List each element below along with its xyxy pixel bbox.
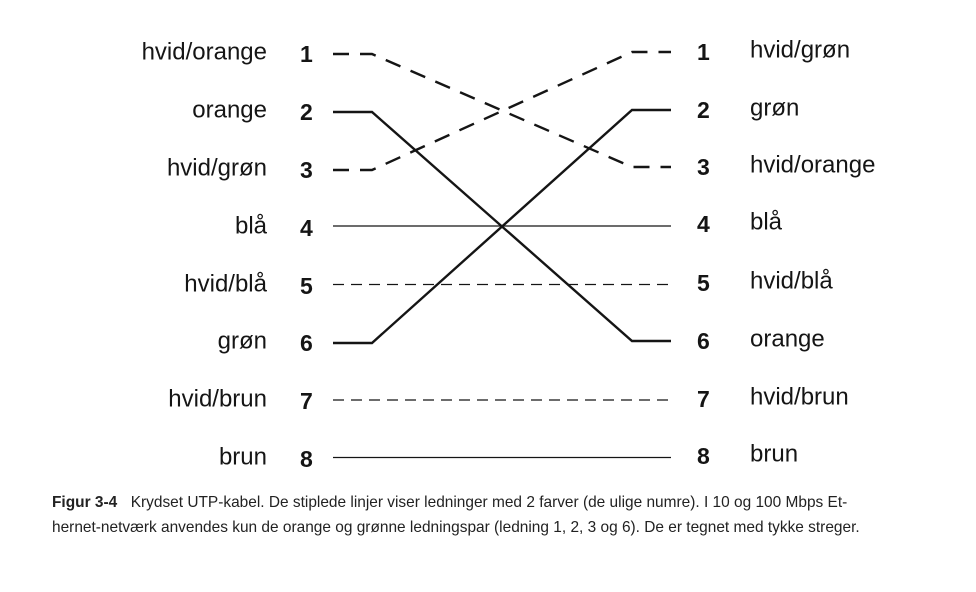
right-color-label: grøn bbox=[750, 94, 800, 122]
right-connector-labels bbox=[697, 37, 875, 470]
wire-3-to-1 bbox=[333, 52, 671, 170]
right-pin-number: 8 bbox=[697, 443, 710, 469]
left-color-label: brun bbox=[218, 443, 267, 471]
right-pin-number: 6 bbox=[697, 328, 710, 354]
left-pin-number: 6 bbox=[300, 330, 313, 356]
left-pin-number: 2 bbox=[300, 99, 313, 125]
right-pin-number: 2 bbox=[697, 97, 710, 123]
right-pin-number: 5 bbox=[697, 270, 710, 296]
right-color-label: orange bbox=[750, 325, 825, 353]
left-pin-number: 5 bbox=[300, 273, 313, 299]
right-color-label: blå bbox=[750, 208, 783, 236]
left-color-label: hvid/brun bbox=[168, 385, 267, 413]
wire-connections bbox=[333, 52, 671, 458]
left-color-label: blå bbox=[234, 212, 267, 240]
right-color-label: hvid/blå bbox=[750, 267, 833, 295]
right-pin-number: 3 bbox=[697, 154, 710, 180]
right-color-label: brun bbox=[750, 440, 799, 468]
figure-label: Figur 3-4 bbox=[52, 494, 118, 511]
left-pin-number: 4 bbox=[300, 215, 313, 241]
left-color-label: hvid/grøn bbox=[166, 154, 267, 182]
left-pin-number: 8 bbox=[300, 446, 313, 472]
right-pin-number: 1 bbox=[697, 39, 710, 65]
figure-caption bbox=[52, 490, 921, 540]
wire-1-to-3 bbox=[333, 54, 671, 167]
left-color-label: hvid/orange bbox=[141, 38, 267, 66]
right-color-label: hvid/grøn bbox=[750, 36, 851, 64]
right-pin-number: 4 bbox=[697, 211, 710, 237]
left-connector-labels bbox=[142, 39, 313, 473]
left-pin-number: 7 bbox=[300, 388, 313, 414]
left-pin-number: 1 bbox=[300, 41, 313, 67]
right-color-label: hvid/orange bbox=[750, 151, 876, 179]
caption-line-1: Krydset UTP-kabel. De stiplede linjer viser ledninger med 2 farver (de ulige numre). I 10 og 100 Mbps Et- bbox=[130, 494, 848, 511]
left-color-label: orange bbox=[192, 96, 267, 124]
left-color-label: hvid/blå bbox=[184, 270, 267, 298]
left-color-label: grøn bbox=[217, 327, 267, 355]
left-pin-number: 3 bbox=[300, 157, 313, 183]
right-color-label: hvid/brun bbox=[750, 383, 849, 411]
caption-line-2: hernet-netværk anvendes kun de orange og grønne ledningspar (ledning 1, 2, 3 og 6). De er tegnet med tykke streger. bbox=[52, 519, 860, 536]
right-pin-number: 7 bbox=[697, 386, 710, 412]
